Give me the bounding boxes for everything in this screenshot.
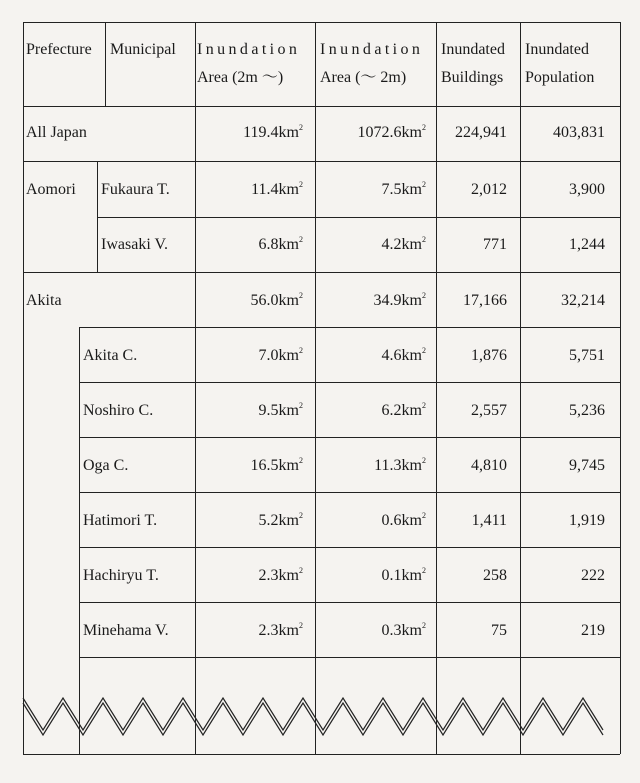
header-inundation-shallow-line1: Inundation bbox=[320, 41, 424, 58]
population-cell: 219 bbox=[581, 622, 605, 639]
area-unit-exponent: 2 bbox=[422, 511, 426, 520]
buildings-cell: 2,557 bbox=[471, 402, 507, 419]
header-municipal: Municipal bbox=[110, 41, 176, 58]
area-unit-exponent: 2 bbox=[299, 346, 303, 355]
area-unit-exponent: 2 bbox=[422, 621, 426, 630]
area-value: 5.2 bbox=[258, 512, 279, 529]
header-population-line1: Inundated bbox=[525, 41, 589, 58]
population-cell: 1,244 bbox=[569, 236, 605, 253]
area-value: 16.5 bbox=[250, 457, 279, 474]
header-buildings-line1: Inundated bbox=[441, 41, 505, 58]
area-unit-exponent: 2 bbox=[299, 235, 303, 244]
header-inundation-shallow-line2: Area (～ 2m) bbox=[320, 69, 407, 86]
area-value: 119.4 bbox=[243, 124, 279, 141]
buildings-cell: 75 bbox=[491, 622, 507, 639]
population-cell: 32,214 bbox=[561, 292, 605, 309]
area-value: 34.9 bbox=[373, 292, 402, 309]
area-unit: km bbox=[401, 347, 422, 364]
area-unit: km bbox=[401, 402, 422, 419]
municipal-name: Iwasaki V. bbox=[101, 236, 168, 253]
area-value: 0.1 bbox=[381, 567, 402, 584]
area-unit: km bbox=[278, 457, 299, 474]
buildings-cell: 1,876 bbox=[471, 347, 507, 364]
area-unit: km bbox=[401, 292, 422, 309]
area-unit-exponent: 2 bbox=[299, 123, 303, 132]
area-unit: km bbox=[278, 181, 299, 198]
municipal-name: Hachiryu T. bbox=[83, 567, 159, 584]
area-value: 11.3 bbox=[374, 457, 402, 474]
buildings-cell: 224,941 bbox=[455, 124, 507, 141]
area-unit-exponent: 2 bbox=[422, 235, 426, 244]
area-unit: km bbox=[401, 567, 422, 584]
header-inundation-deep-line1: Inundation bbox=[197, 41, 301, 58]
population-cell: 1,919 bbox=[569, 512, 605, 529]
area-unit-exponent: 2 bbox=[422, 123, 426, 132]
area-unit: km bbox=[278, 292, 299, 309]
area-unit-exponent: 2 bbox=[299, 456, 303, 465]
area-unit: km bbox=[278, 567, 299, 584]
municipal-name: Minehama V. bbox=[83, 622, 169, 639]
population-cell: 403,831 bbox=[553, 124, 605, 141]
area-unit-exponent: 2 bbox=[299, 180, 303, 189]
area-unit-exponent: 2 bbox=[422, 456, 426, 465]
area-unit-exponent: 2 bbox=[299, 621, 303, 630]
area-unit-exponent: 2 bbox=[299, 401, 303, 410]
area-unit: km bbox=[401, 622, 422, 639]
area-value: 4.6 bbox=[381, 347, 402, 364]
buildings-cell: 2,012 bbox=[471, 181, 507, 198]
prefecture-name: All Japan bbox=[26, 124, 87, 141]
area-value: 6.8 bbox=[258, 236, 279, 253]
prefecture-name: Akita bbox=[26, 292, 62, 309]
area-unit-exponent: 2 bbox=[422, 401, 426, 410]
municipal-name: Noshiro C. bbox=[83, 402, 154, 419]
buildings-cell: 258 bbox=[483, 567, 507, 584]
area-value: 1072.6 bbox=[357, 124, 402, 141]
area-value: 6.2 bbox=[381, 402, 402, 419]
population-cell: 5,236 bbox=[569, 402, 605, 419]
buildings-cell: 771 bbox=[483, 236, 507, 253]
area-unit: km bbox=[278, 622, 299, 639]
area-unit-exponent: 2 bbox=[299, 511, 303, 520]
area-unit: km bbox=[278, 402, 299, 419]
population-cell: 222 bbox=[581, 567, 605, 584]
population-cell: 5,751 bbox=[569, 347, 605, 364]
area-unit-exponent: 2 bbox=[422, 180, 426, 189]
area-unit: km bbox=[278, 236, 299, 253]
area-value: 11.4 bbox=[251, 181, 279, 198]
area-unit: km bbox=[278, 347, 299, 364]
municipal-name: Hatimori T. bbox=[83, 512, 158, 529]
buildings-cell: 1,411 bbox=[471, 512, 507, 529]
area-value: 9.5 bbox=[258, 402, 279, 419]
municipal-name: Akita C. bbox=[83, 347, 138, 364]
area-unit: km bbox=[401, 124, 422, 141]
area-unit: km bbox=[401, 512, 422, 529]
buildings-cell: 4,810 bbox=[471, 457, 507, 474]
area-unit-exponent: 2 bbox=[422, 291, 426, 300]
area-unit: km bbox=[401, 457, 422, 474]
municipal-name: Fukaura T. bbox=[101, 181, 170, 198]
population-cell: 3,900 bbox=[569, 181, 605, 198]
header-inundation-deep-line2: Area (2m ～) bbox=[197, 69, 284, 86]
municipal-name: Oga C. bbox=[83, 457, 129, 474]
area-value: 7.5 bbox=[381, 181, 402, 198]
area-unit-exponent: 2 bbox=[299, 566, 303, 575]
area-unit: km bbox=[401, 181, 422, 198]
header-buildings-line2: Buildings bbox=[441, 69, 504, 86]
area-value: 56.0 bbox=[250, 292, 279, 309]
area-unit-exponent: 2 bbox=[299, 291, 303, 300]
area-unit-exponent: 2 bbox=[422, 566, 426, 575]
prefecture-name: Aomori bbox=[26, 181, 76, 198]
header-population-line2: Population bbox=[525, 69, 595, 86]
area-value: 4.2 bbox=[381, 236, 402, 253]
area-unit-exponent: 2 bbox=[422, 346, 426, 355]
area-unit: km bbox=[401, 236, 422, 253]
header-prefecture: Prefecture bbox=[26, 41, 92, 58]
area-value: 0.3 bbox=[381, 622, 402, 639]
area-value: 0.6 bbox=[381, 512, 402, 529]
area-value: 2.3 bbox=[258, 567, 279, 584]
area-value: 7.0 bbox=[258, 347, 279, 364]
area-unit: km bbox=[278, 512, 299, 529]
area-unit: km bbox=[278, 124, 299, 141]
area-value: 2.3 bbox=[258, 622, 279, 639]
population-cell: 9,745 bbox=[569, 457, 605, 474]
buildings-cell: 17,166 bbox=[463, 292, 507, 309]
